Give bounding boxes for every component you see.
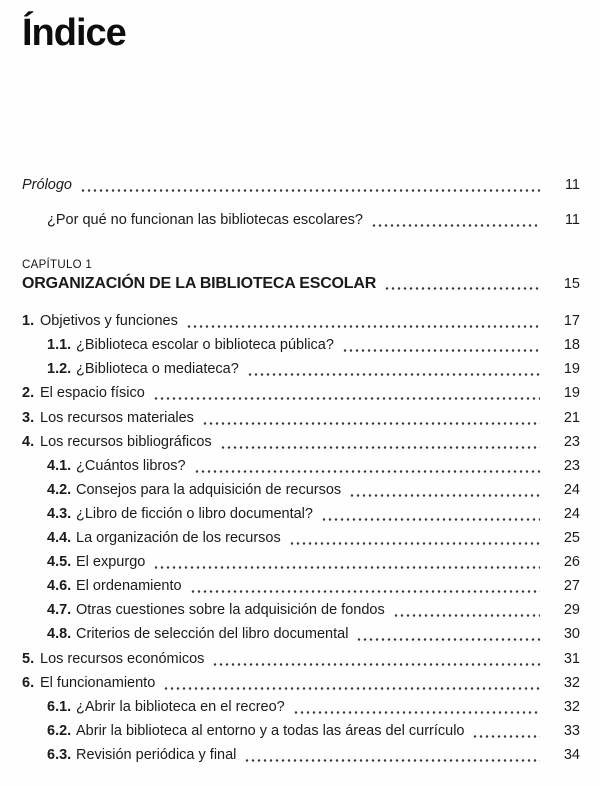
toc-entry-label: Prólogo [22, 176, 72, 193]
toc-entry [22, 406, 580, 430]
toc-entry-number: 4.4. [47, 530, 72, 547]
toc-entry [22, 719, 580, 743]
toc-entry-number: 4.1. [47, 458, 72, 475]
toc-entry [22, 478, 580, 502]
toc-entry-label: Abrir la biblioteca al entorno y a todas las áreas del currículo [76, 723, 465, 740]
toc-entry-label: Revisión periódica y final [76, 747, 237, 764]
toc-entry-page: 25 [563, 530, 580, 547]
toc-entry-page: 17 [563, 312, 580, 329]
toc-entry-label: El espacio físico [40, 385, 145, 402]
toc-entry [22, 550, 580, 574]
dot-leader [349, 478, 540, 502]
toc-entry-prologue [22, 173, 580, 197]
toc-entry-page: 19 [563, 385, 580, 402]
toc-entry-label: ¿Libro de ficción o libro documental? [76, 506, 313, 523]
toc-entry [22, 430, 580, 454]
toc-entry-page: 23 [563, 458, 580, 475]
dot-leader [186, 309, 540, 333]
toc-entry-page: 34 [563, 747, 580, 764]
toc-entry [22, 454, 580, 478]
dot-leader [212, 647, 540, 671]
toc-entry-label: ¿Biblioteca o mediateca? [76, 360, 239, 377]
toc-entry-page: 33 [563, 723, 580, 740]
toc-entry-label: Objetivos y funciones [40, 312, 178, 329]
dot-leader [293, 695, 540, 719]
toc-entry [22, 598, 580, 622]
dot-leader [202, 406, 540, 430]
dot-leader [321, 502, 540, 526]
toc-entry-label: Los recursos bibliográficos [40, 434, 212, 451]
toc-entry-label: ¿Biblioteca escolar o biblioteca pública? [76, 336, 334, 353]
dot-leader [244, 743, 540, 767]
toc-entry-page: 30 [563, 626, 580, 643]
toc-entry-page: 21 [563, 409, 580, 426]
toc-entry [22, 309, 580, 333]
dot-leader [153, 381, 540, 405]
toc-entry [22, 574, 580, 598]
dot-leader [342, 333, 540, 357]
toc-entry [22, 333, 580, 357]
toc-entry-label: El ordenamiento [76, 578, 182, 595]
toc-entries [22, 309, 580, 768]
dot-leader [384, 273, 540, 295]
toc-entry-page: 27 [563, 578, 580, 595]
toc-entry-number: 6.3. [47, 747, 72, 764]
table-of-contents [22, 173, 580, 768]
toc-entry-page: 24 [563, 506, 580, 523]
toc-entry-page: 11 [564, 211, 580, 228]
toc-entry-label: El expurgo [76, 554, 146, 571]
dot-leader [190, 574, 540, 598]
toc-entry-number: 1. [22, 312, 35, 329]
dot-leader [356, 622, 540, 646]
toc-entry-page: 15 [563, 275, 580, 292]
dot-leader [153, 550, 540, 574]
toc-entry-number: 4.8. [47, 626, 72, 643]
toc-entry [22, 381, 580, 405]
toc-entry-number: 3. [22, 409, 35, 426]
toc-entry-page: 32 [563, 675, 580, 692]
toc-entry-number: 1.1. [47, 336, 72, 353]
toc-entry [22, 622, 580, 646]
toc-entry-page: 19 [563, 360, 580, 377]
toc-entry-chapter [22, 273, 580, 295]
dot-leader [289, 526, 540, 550]
toc-entry [22, 357, 580, 381]
toc-entry-number: 6.1. [47, 699, 72, 716]
chapter-heading [22, 258, 580, 295]
dot-leader [371, 208, 540, 232]
toc-entry-number: 5. [22, 650, 35, 667]
toc-entry [22, 743, 580, 767]
toc-entry-prologue-sub [22, 208, 580, 232]
toc-entry-number: 1.2. [47, 360, 72, 377]
dot-leader [247, 357, 540, 381]
toc-entry-number: 4.6. [47, 578, 72, 595]
page-title: Índice [22, 12, 126, 54]
toc-entry [22, 647, 580, 671]
dot-leader [393, 598, 540, 622]
chapter-title: ORGANIZACIÓN DE LA BIBLIOTECA ESCOLAR [22, 274, 377, 292]
toc-entry-number: 4.2. [47, 482, 72, 499]
toc-entry-label: ¿Abrir la biblioteca en el recreo? [76, 699, 285, 716]
toc-entry [22, 671, 580, 695]
toc-entry-number: 4.7. [47, 602, 72, 619]
toc-entry-label: La organización de los recursos [76, 530, 281, 547]
dot-leader [220, 430, 540, 454]
toc-entry-number: 4.3. [47, 506, 72, 523]
toc-entry-number: 6. [22, 675, 35, 692]
toc-entry-label: ¿Por qué no funcionan las bibliotecas escolares? [47, 211, 363, 228]
toc-entry-number: 6.2. [47, 723, 72, 740]
toc-entry-label: Los recursos económicos [40, 650, 205, 667]
toc-entry [22, 526, 580, 550]
toc-entry-number: 2. [22, 385, 35, 402]
toc-entry-page: 23 [563, 434, 580, 451]
toc-entry-page: 26 [563, 554, 580, 571]
dot-leader [80, 173, 540, 197]
dot-leader [194, 454, 540, 478]
toc-entry-label: Consejos para la adquisición de recursos [76, 482, 342, 499]
toc-entry-label: Los recursos materiales [40, 409, 194, 426]
toc-entry-label: ¿Cuántos libros? [76, 458, 186, 475]
toc-entry-page: 11 [564, 176, 580, 193]
toc-entry-label: El funcionamiento [40, 675, 156, 692]
dot-leader [472, 719, 540, 743]
toc-entry-number: 4. [22, 434, 35, 451]
toc-entry [22, 502, 580, 526]
chapter-kicker: CAPÍTULO 1 [22, 258, 93, 271]
toc-entry-label: Otras cuestiones sobre la adquisición de fondos [76, 602, 385, 619]
toc-entry-number: 4.5. [47, 554, 72, 571]
toc-entry-page: 29 [563, 602, 580, 619]
toc-entry-page: 18 [563, 336, 580, 353]
toc-entry [22, 695, 580, 719]
toc-entry-page: 31 [563, 650, 580, 667]
toc-entry-page: 32 [563, 699, 580, 716]
dot-leader [163, 671, 540, 695]
toc-entry-label: Criterios de selección del libro documental [76, 626, 349, 643]
toc-entry-page: 24 [563, 482, 580, 499]
